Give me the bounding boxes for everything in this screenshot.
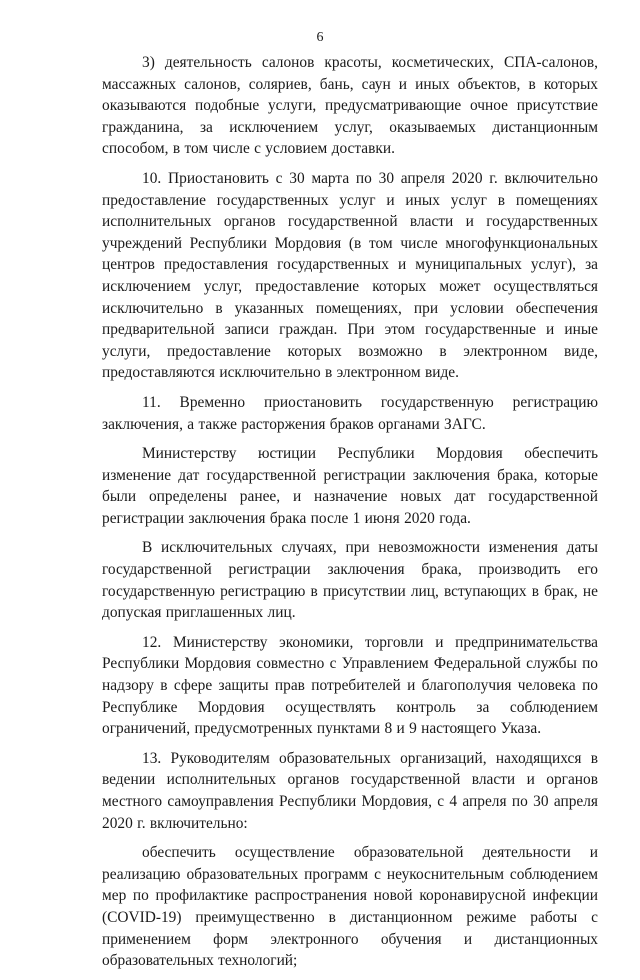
paragraph-clause-13: 13. Руководителям образовательных организаций, находящихся в ведении исполнительных органов государственной власти и органов местного самоуправления Республики Мордовия, с 4 апреля по 30 апреля 2020 г. включительно: (102, 749, 598, 832)
paragraph-clause-13-subitem: обеспечить осуществление образовательной деятельности и реализацию образовательных программ с неукоснительным соблюдением мер по профилактике распространения новой коронавирусной инфекции (COVID-19) преимущественно в дистанционном режиме работы с применением форм электронного обучения и дистанционных образовательных технологий; (102, 844, 598, 970)
paragraph-exceptional-cases: В исключительных случаях, при невозможности изменения даты государственной регистрации заключения брака, производить его государственную регистрацию в присутствии лиц, вступающих в брак, не допуская приглашенных лиц. (102, 539, 598, 622)
paragraph-clause-11: 11. Временно приостановить государственную регистрацию заключения, а также расторжения браков органами ЗАГС. (102, 393, 598, 433)
paragraph-clause-10: 10. Приостановить с 30 марта по 30 апреля 2020 г. включительно предоставление государственных услуг и иных услуг в помещениях исполнительных органов государственной власти и государственных учреждений Республики Мордовия (в том числе многофункциональных центров предоставления государственных и муниципальных услуг), за исключением услуг, предоставление которых может осуществляться исключительно в указанных помещениях, при условии обеспечения предварительной записи граждан. При этом государственные и иные услуги, предоставление которых возможно в электронном виде, предоставляются исключительно в электронном виде. (102, 169, 598, 382)
paragraph-clause-12: 12. Министерству экономики, торговли и предпринимательства Республики Мордовия совместно с Управлением Федеральной службы по надзору в сфере защиты прав потребителей и благополучия человека по Республике Мордовия осуществлять контроль за соблюдением ограничений, предусмотренных пунктами 8 и 9 настоящего Указа. (102, 633, 598, 738)
paragraph-item-3: 3) деятельность салонов красоты, косметических, СПА-салонов, массажных салонов, соляриев, бань, саун и иных объектов, в которых оказываются подобные услуги, предусматривающие очное присутствие гражданина, за исключением услуг, оказываемых дистанционным способом, в том числе с условием доставки. (102, 54, 598, 158)
paragraph-ministry-justice: Министерству юстиции Республики Мордовия обеспечить изменение дат государственной регистрации заключения брака, которые были определены ранее, и назначение новых дат государственной регистрации заключения брака после 1 июня 2020 года. (102, 445, 598, 527)
page-number: 6 (316, 30, 324, 45)
document-body (102, 52, 598, 980)
